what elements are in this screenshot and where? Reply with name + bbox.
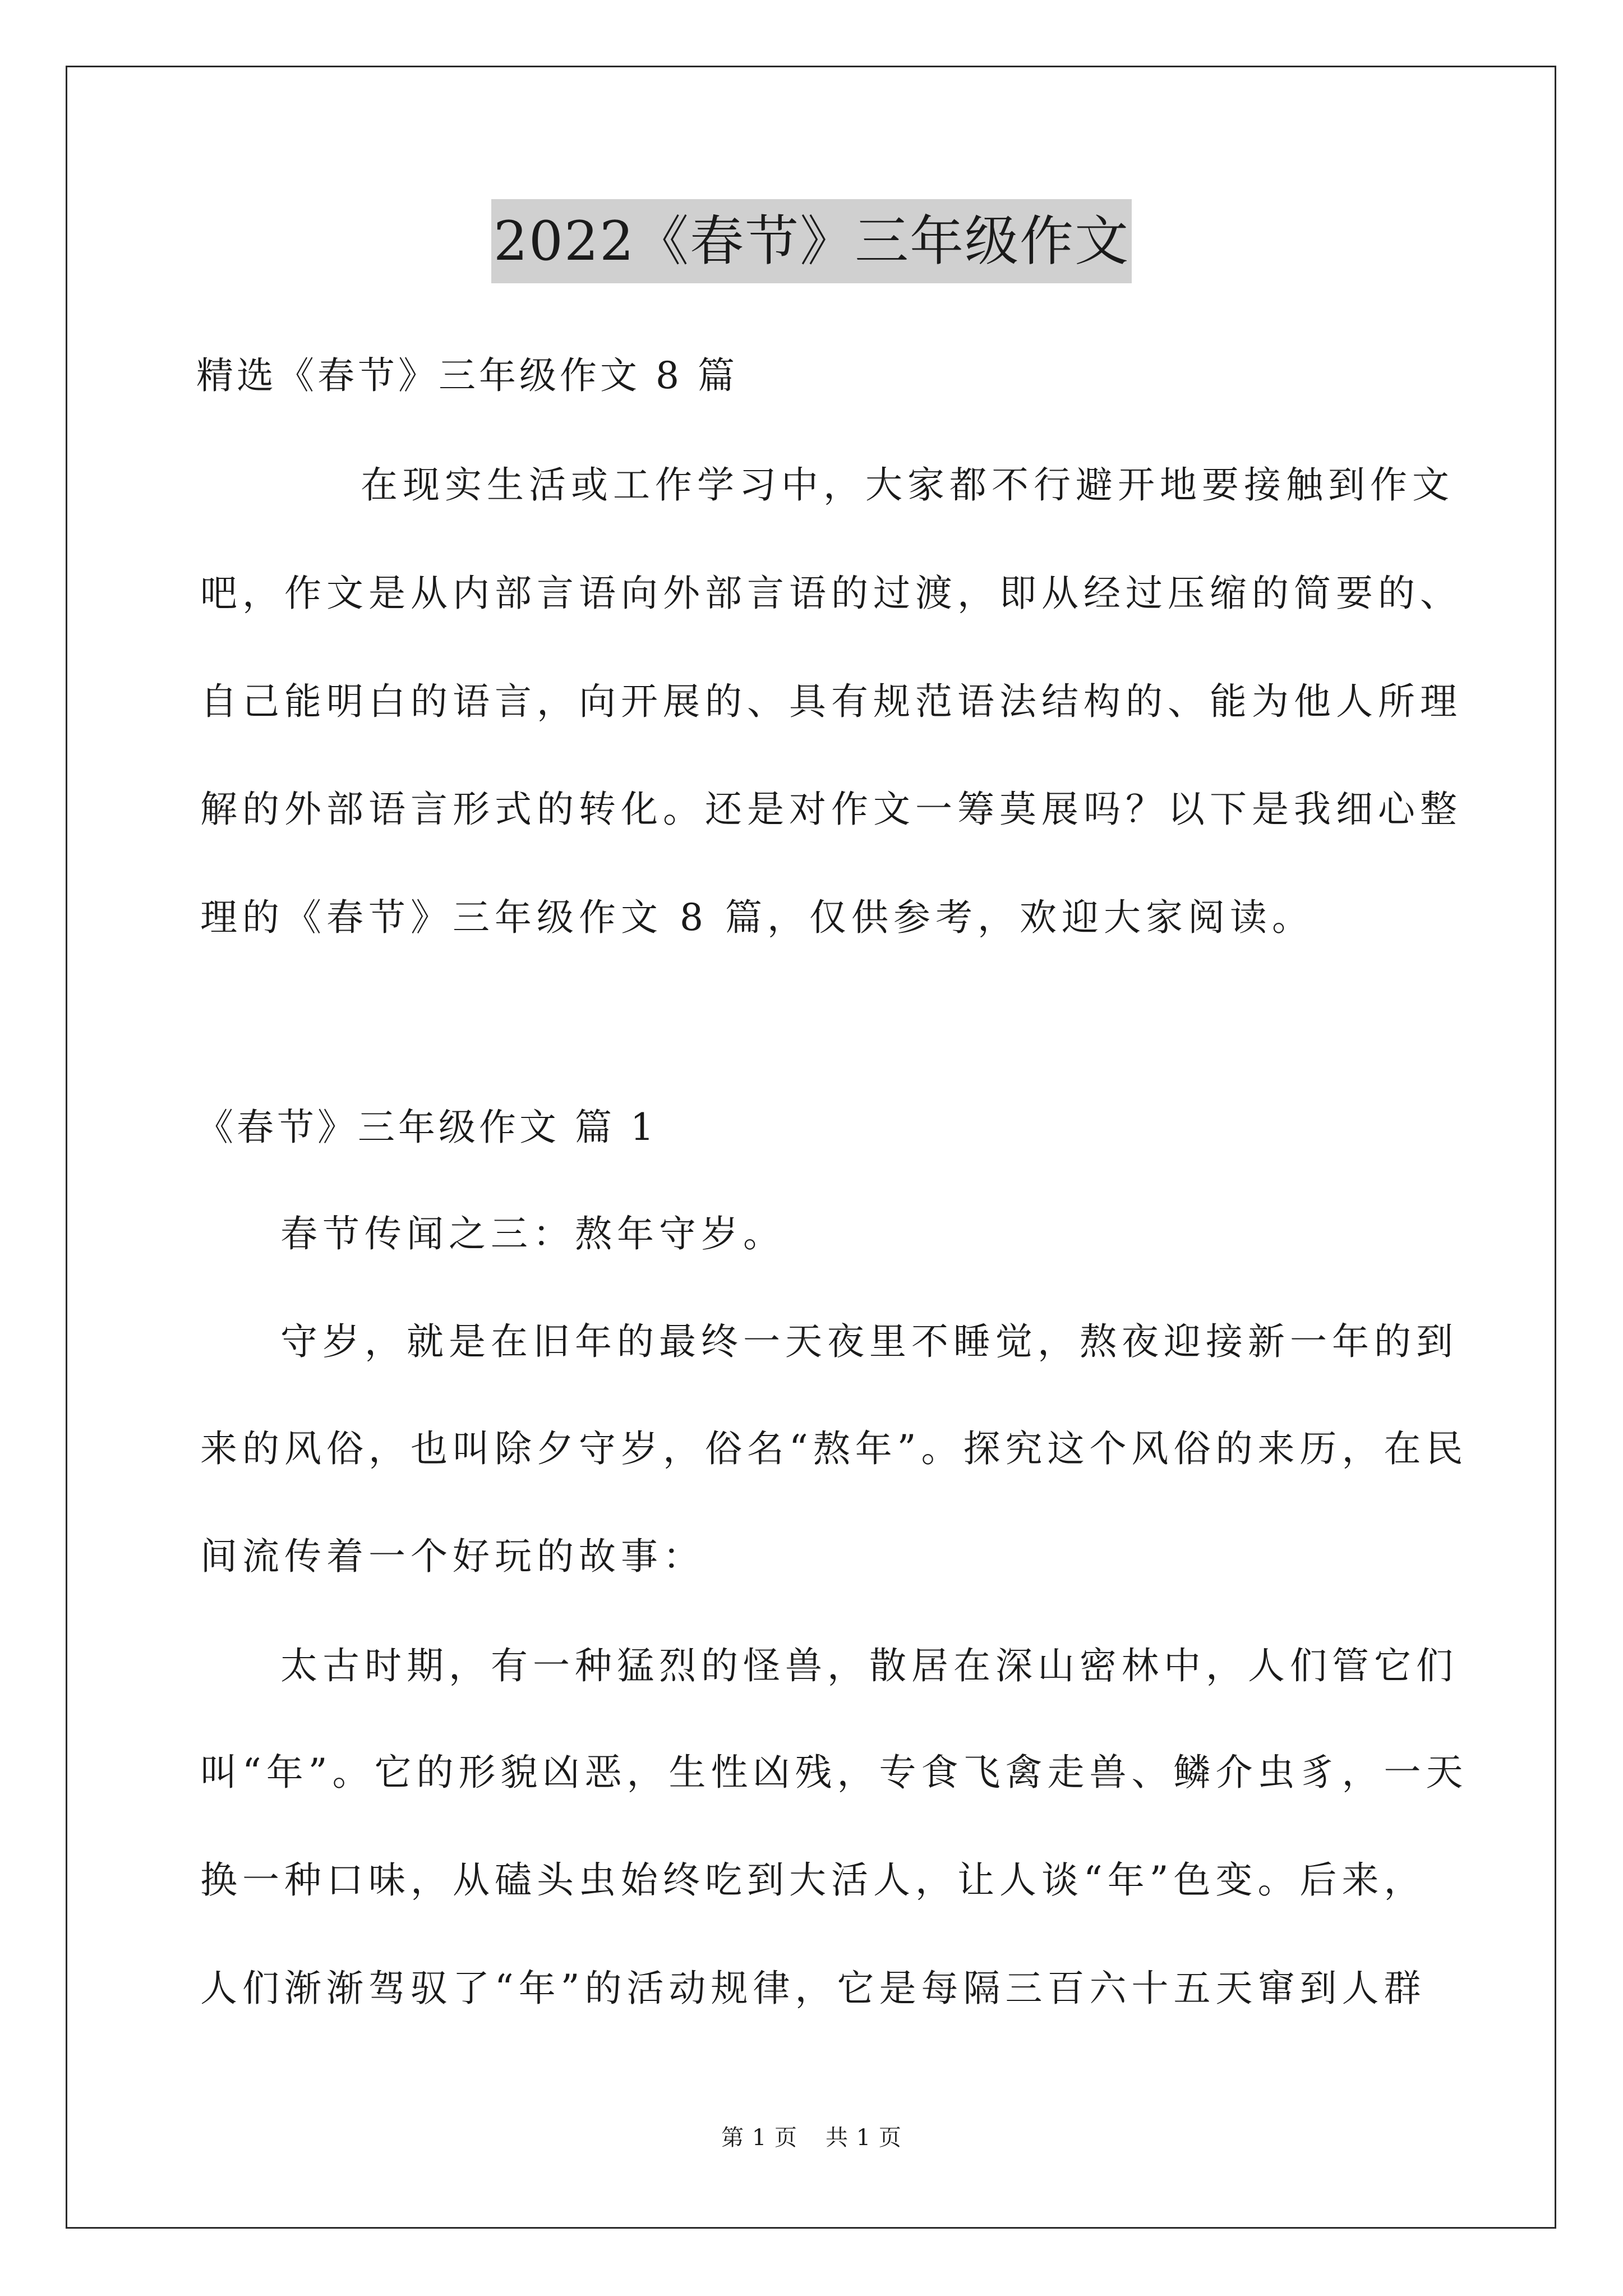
body-line-4: 间流传着一个好玩的故事： bbox=[200, 1535, 705, 1578]
intro-line-1: 在现实生活或工作学习中，大家都不行避开地要接触到作文 bbox=[361, 463, 1454, 507]
section-heading: 《春节》三年级作文 篇 1 bbox=[196, 1106, 657, 1149]
body-line-3: 来的风俗，也叫除夕守岁，俗名“熬年”。探究这个风俗的来历，在民 bbox=[200, 1427, 1468, 1470]
page-footer bbox=[0, 2121, 1623, 2155]
intro-line-3: 自己能明白的语言，向开展的、具有规范语法结构的、能为他人所理 bbox=[200, 680, 1462, 723]
body-line-7: 换一种口味，从磕头虫始终吃到大活人，让人谈“年”色变。后来， bbox=[200, 1858, 1426, 1902]
intro-line-4: 解的外部语言形式的转化。还是对作文一筹莫展吗？以下是我细心整 bbox=[200, 788, 1462, 831]
document-title: 2022《春节》三年级作文 bbox=[491, 199, 1132, 283]
document-subtitle: 精选《春节》三年级作文 8 篇 bbox=[196, 354, 738, 397]
intro-line-5: 理的《春节》三年级作文 8 篇，仅供参考，欢迎大家阅读。 bbox=[200, 896, 1314, 939]
body-line-2: 守岁，就是在旧年的最终一天夜里不睡觉，熬夜迎接新一年的到 bbox=[280, 1320, 1458, 1363]
body-line-5: 太古时期，有一种猛烈的怪兽，散居在深山密林中，人们管它们 bbox=[280, 1644, 1458, 1687]
body-line-1: 春节传闻之三：熬年守岁。 bbox=[280, 1212, 785, 1255]
page-total: 共 1 页 bbox=[826, 2125, 902, 2151]
body-line-8: 人们渐渐驾驭了“年”的活动规律，它是每隔三百六十五天窜到人群 bbox=[200, 1967, 1426, 2010]
page-number: 第 1 页 bbox=[721, 2125, 797, 2151]
title-container bbox=[0, 199, 1623, 283]
body-line-6: 叫“年”。它的形貌凶恶，生性凶残，专食飞禽走兽、鳞介虫豸，一天 bbox=[200, 1751, 1468, 1794]
intro-line-2: 吧，作文是从内部言语向外部言语的过渡，即从经过压缩的简要的、 bbox=[200, 572, 1462, 615]
